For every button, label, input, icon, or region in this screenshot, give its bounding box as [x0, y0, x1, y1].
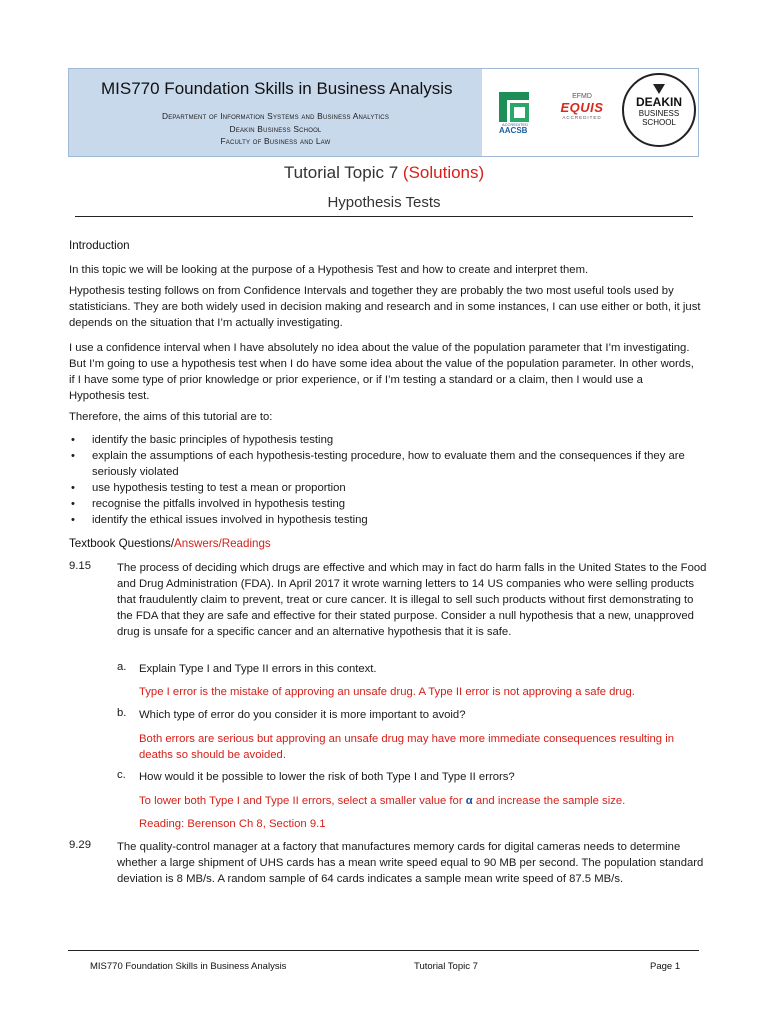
page-subtitle: Hypothesis Tests — [327, 194, 441, 211]
equis-text: EQUIS — [560, 100, 604, 115]
tutorial-topic-title — [0, 163, 768, 183]
answers-readings-label: Answers/Readings — [174, 537, 271, 550]
equis-sub-text: ACCREDITED — [562, 115, 602, 120]
aacsb-sub-text: ACCREDITED — [501, 122, 528, 127]
answer-a: Type I error is the mistake of approving an unsafe drug. A Type II error is not approving a safe drug. — [139, 686, 635, 698]
subquestion-a-label: a. — [117, 661, 127, 673]
answer-c-post: and increase the sample size. — [472, 795, 626, 807]
accreditation-logos — [482, 69, 698, 156]
list-item: • recognise the pitfalls involved in hypothesis testing — [69, 496, 709, 512]
deakin-shield-icon — [653, 84, 665, 94]
business-text: BUSINESS — [638, 109, 680, 118]
textbook-questions-heading — [69, 537, 271, 550]
aacsb-logo — [499, 92, 531, 135]
subquestion-c-label: c. — [117, 769, 126, 781]
footer-course-title: MIS770 Foundation Skills in Business Analysis — [90, 961, 287, 972]
banner-title-panel — [69, 69, 482, 156]
school-line: Deakin Business School — [229, 123, 322, 134]
question-number-9-29: 9.29 — [69, 839, 91, 851]
introduction-heading: Introduction — [69, 239, 130, 252]
department-info — [69, 110, 482, 148]
list-item: • explain the assumptions of each hypothesis-testing procedure, how to evaluate them and the consequences if they are seriously violated — [69, 448, 709, 480]
solutions-label: (Solutions) — [402, 163, 485, 182]
equis-logo — [552, 93, 612, 120]
topic-label: Tutorial Topic 7 — [283, 163, 399, 182]
department-line: Department of Information Systems and Business Analytics — [161, 111, 390, 121]
alpha-symbol: α — [465, 795, 473, 807]
footer-page-number: Page 1 — [650, 961, 681, 972]
deakin-logo — [622, 73, 696, 147]
textbook-heading-label: Textbook Questions/ — [69, 537, 175, 550]
list-item: • identify the ethical issues involved in hypothesis testing — [69, 512, 709, 528]
aims-list — [69, 432, 709, 528]
footer-topic: Tutorial Topic 7 — [414, 961, 478, 972]
subquestion-a-text: Explain Type I and Type II errors in this context. — [139, 663, 377, 675]
intro-paragraph-4: Therefore, the aims of this tutorial are to: — [69, 411, 273, 423]
intro-paragraph-1: In this topic we will be looking at the purpose of a Hypothesis Test and how to create and interpret them. — [69, 264, 589, 276]
header-banner — [68, 68, 699, 157]
list-item: • identify the basic principles of hypothesis testing — [69, 432, 709, 448]
school-text: SCHOOL — [642, 118, 676, 127]
answer-c — [139, 793, 699, 809]
answer-c-pre: To lower both Type I and Type II errors, select a smaller value for — [139, 795, 466, 807]
subquestion-b-label: b. — [117, 707, 127, 719]
intro-paragraph-3: I use a confidence interval when I have absolutely no idea about the value of the population parameter that I’m investigating. But I’m going to use a hypothesis test when I do have some idea about the value of the population parameter. In other words, if I have some type of prior knowledge or prior experience, or if I’m testing a standard or a claim, then I would use a Hypothesis test. — [69, 342, 694, 402]
question-number-9-15: 9.15 — [69, 560, 91, 572]
deakin-text: DEAKIN — [635, 95, 682, 109]
subquestion-b-text: Which type of error do you consider it is more important to avoid? — [139, 709, 466, 721]
question-9-15-text: The process of deciding which drugs are effective and which may in fact do harm falls in the United States to the Food and Drug Administration (FDA). In April 2017 it wrote warning letters to 14 US companies who were selling products that fraudulently claim to prevent, treat or cure cancer. It is illegal to sell such products without first demonstrating to the FDA that they are safe and effective for their stated purpose. Consider a null hypothesis that a new, unapproved drug is unsafe for a specific cancer and an alternative hypothesis that it is safe. — [117, 562, 707, 638]
answer-b: Both errors are serious but approving an unsafe drug may have more immediate consequences resulting in deaths so should be avoided. — [139, 733, 675, 761]
aacsb-text: AACSB — [499, 126, 528, 135]
footer-divider — [68, 950, 699, 951]
reading-reference: Reading: Berenson Ch 8, Section 9.1 — [139, 818, 326, 830]
title-divider — [75, 216, 693, 217]
subquestion-c-text: How would it be possible to lower the risk of both Type I and Type II errors? — [139, 771, 515, 783]
efmd-text: EFMD — [572, 93, 592, 100]
list-item: • use hypothesis testing to test a mean or proportion — [69, 480, 709, 496]
aacsb-mark-icon — [499, 92, 529, 122]
course-title: MIS770 Foundation Skills in Business Analysis — [101, 79, 453, 98]
intro-paragraph-2: Hypothesis testing follows on from Confidence Intervals and together they are probably the two most useful tools used by statisticians. They are both widely used in decision making and research and in some instances, I can use either or both, it just depends on the situation that I’m actually investigating. — [69, 285, 701, 329]
faculty-line: Faculty of Business and Law — [220, 136, 331, 146]
question-9-29-text: The quality-control manager at a factory that manufactures memory cards for digital cameras needs to determine whether a large shipment of UHS cards has a mean write speed equal to 90 MB per second. The population standard deviation is 8 MB/s. A random sample of 64 cards indicates a sample mean write speed of 87.5 MB/s. — [117, 841, 704, 885]
